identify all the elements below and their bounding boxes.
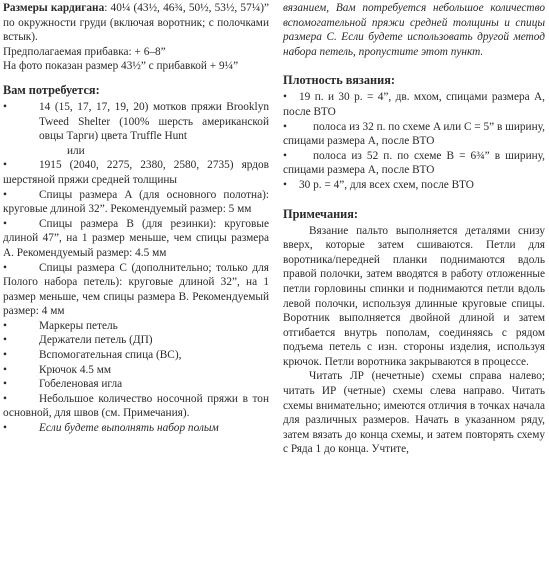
- gauge-item: • 30 р. = 4”, для всех схем, после ВТО: [283, 178, 474, 191]
- bullet-icon: •: [3, 217, 7, 230]
- bullet-icon: •: [3, 100, 7, 113]
- bullet-icon: •: [283, 120, 287, 133]
- notes-heading: Примечания:: [283, 206, 359, 221]
- bullet-icon: •: [283, 91, 287, 104]
- bullet-icon: •: [3, 319, 7, 332]
- list-item-yards: • 1915 (2040, 2275, 2380, 2580, 2735) ярдов шерстяной пряжи средней толщины: [3, 159, 269, 186]
- needs-heading: Вам потребуется:: [3, 82, 100, 97]
- bullet-icon: •: [3, 188, 7, 201]
- bullet-icon: •: [3, 349, 7, 362]
- photo-size-line: На фото показан размер 43½” с прибавкой + 9¼”: [3, 60, 239, 73]
- gauge-item: • 19 п. и 30 р. = 4”, дв. мхом, спицами размера A, после ВТО: [283, 91, 545, 118]
- list-item-yarn: • 14 (15, 17, 17, 19, 20) мотков пряжи Brooklyn Tweed Shelter (100% шерсть американской овцы Тарги) цвета Truffle Hunt: [3, 100, 269, 143]
- gauge-heading: Плотность вязания:: [283, 73, 395, 88]
- sizes-label: Размеры кардигана: [3, 2, 105, 14]
- bullet-icon: •: [3, 261, 7, 274]
- left-column: [3, 1, 269, 436]
- list-item-provisional: • Если будете выполнять набор полым: [3, 422, 219, 435]
- provisional-continuation: вязанием, Вам потребуется небольшое количество вспомогательной пряжи средней толщины и спицы размера C. Если будете использовать другой метод набора петель, пропустите этот пункт.: [283, 2, 545, 58]
- notes-paragraph-charts: Читать ЛР (нечетные) схемы справа налево; читать ИР (четные) схемы слева направо. Читать схемы внимательно; имеются отличия в точках начала для различных размеров. Начать в указанном ряду, затем вязать до конца схемы, и затем повторять схему с Ряда 1 до конца. Учтите,: [283, 370, 545, 456]
- list-item-hook: • Крючок 4.5 мм: [3, 363, 112, 376]
- bullet-icon: •: [3, 392, 7, 405]
- bullet-icon: •: [3, 363, 7, 376]
- bullet-icon: •: [3, 334, 7, 347]
- list-item-sock-yarn: • Небольшое количество носочной пряжи в тон основной, для швов (см. Примечания).: [3, 392, 269, 420]
- list-item-tapestry-needle: • Гобеленовая игла: [3, 378, 123, 391]
- gauge-item: • полоса из 32 п. по схеме A или C = 5” в ширину, спицами размера A, после ВТО: [283, 120, 545, 148]
- right-column: [283, 1, 545, 457]
- bullet-icon: •: [283, 149, 287, 162]
- ease-line: Предполагаемая прибавка: + 6–8”: [3, 45, 166, 58]
- bullet-icon: •: [283, 178, 287, 191]
- notes-paragraph-construction: Вязание пальто выполняется деталями снизу вверх, которые затем сшиваются. Петли для воротника/передней планки поднимаются вдоль правой полочки, затем вводятся в работу отложенные петли горловины спинки и поднимаются петли вдоль левой полочки, используя длинные круговые спицы. Воротник выполняется двойной длиной и затем отгибается внутрь пополам, соединяясь с рядом подъема петель с изн. стороны изделия, используя крючок. Петли воротника закрываются в процессе.: [283, 224, 545, 368]
- bullet-icon: •: [3, 159, 7, 172]
- list-item-markers: • Маркеры петель: [3, 319, 118, 332]
- bullet-icon: •: [3, 378, 7, 391]
- sizes-text: : 40¼ (43½, 46¾, 50½, 53½, 57¼)” по окружности груди (включая воротник; с полочками встык).: [3, 2, 269, 44]
- list-item-cable-needle: • Вспомогательная спица (ВС),: [3, 349, 182, 362]
- list-item-needles-b: • Спицы размера B (для резинки): круговые длиной 47”, на 1 размер меньше, чем спицы размера A. Рекомендуемый размер: 4.5 мм: [3, 217, 269, 259]
- gauge-item: • полоса из 52 п. по схеме B = 6¾” в ширину, спицами размера A, после ВТО: [283, 149, 545, 177]
- bullet-icon: •: [3, 422, 7, 435]
- sizes-paragraph: [3, 1, 269, 45]
- list-item-or: или: [67, 144, 85, 157]
- list-item-holders: • Держатели петель (ДП): [3, 334, 153, 347]
- list-item-needles-c: • Спицы размера C (дополнительно; только для Полого набора петель): круговые длиной 32”, на 1 размер меньше, чем спицы размера B. Рекомендуемый размер: 4 мм: [3, 261, 269, 318]
- list-item-needles-a: • Спицы размера A (для основного полотна): круговые длиной 32”. Рекомендуемый размер: 5 мм: [3, 188, 269, 216]
